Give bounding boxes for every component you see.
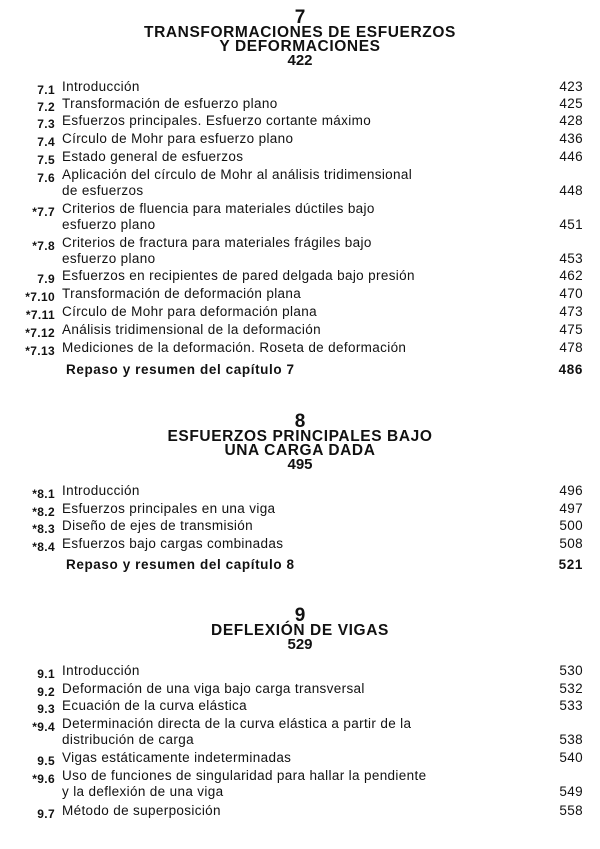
section-title: Círculo de Mohr para esfuerzo plano [62, 131, 294, 146]
review-title: Repaso y resumen del capítulo 8 [66, 557, 295, 572]
chapter-number: 9 [294, 605, 306, 626]
section-number: *7.13 [25, 344, 55, 358]
section-title-line: distribución de carga [62, 732, 194, 747]
chapter-number: 7 [294, 7, 306, 28]
section-title: Introducción [62, 663, 140, 678]
section-number: 7.4 [37, 135, 55, 149]
section-title: Transformación de esfuerzo plano [62, 96, 278, 111]
section-title: Introducción [62, 483, 140, 498]
chapter-title-line: UNA CARGA DADA [224, 442, 376, 459]
section-page: 538 [559, 732, 583, 747]
section-number: 9.2 [37, 685, 55, 699]
section-number: *9.4 [32, 720, 55, 734]
section-number: 9.5 [37, 754, 55, 768]
section-title: Vigas estáticamente indeterminadas [62, 750, 292, 765]
section-page: 448 [559, 183, 583, 198]
section-title: Estado general de esfuerzos [62, 149, 244, 164]
section-title: Mediciones de la deformación. Roseta de deformación [62, 340, 407, 355]
section-title: Esfuerzos principales. Esfuerzo cortante máximo [62, 113, 372, 128]
section-page: 451 [559, 217, 583, 232]
section-title: Esfuerzos bajo cargas combinadas [62, 536, 284, 551]
section-page: 533 [559, 698, 583, 713]
section-title [62, 167, 522, 199]
section-number: 9.3 [37, 702, 55, 716]
section-title: Círculo de Mohr para deformación plana [62, 304, 317, 319]
section-page: 508 [559, 536, 583, 551]
chapter-7-header [0, 7, 600, 69]
chapter-number: 8 [294, 411, 306, 432]
section-number: 7.9 [37, 272, 55, 286]
section-title: Análisis tridimensional de la deformación [62, 322, 321, 337]
chapter-page: 529 [287, 636, 313, 653]
section-page: 532 [559, 681, 583, 696]
section-page: 446 [559, 149, 583, 164]
section-number: *7.11 [25, 308, 55, 322]
section-page: 478 [559, 340, 583, 355]
section-title-line: Criterios de fractura para materiales frágiles bajo [62, 235, 372, 250]
section-title [62, 201, 522, 233]
section-number: *7.10 [25, 290, 55, 304]
chapter-page: 422 [287, 52, 313, 69]
section-number: *9.6 [32, 772, 55, 786]
section-title-line: y la deflexión de una viga [62, 784, 224, 799]
section-page: 475 [559, 322, 583, 337]
section-page: 497 [559, 501, 583, 516]
section-title: Transformación de deformación plana [62, 286, 302, 301]
section-title: Esfuerzos principales en una viga [62, 501, 276, 516]
section-title [62, 235, 522, 267]
section-page: 462 [559, 268, 583, 283]
section-number: 7.2 [37, 100, 55, 114]
section-title-line: Uso de funciones de singularidad para hallar la pendiente [62, 768, 427, 783]
section-page: 500 [559, 518, 583, 533]
section-title: Esfuerzos en recipientes de pared delgada bajo presión [62, 268, 415, 283]
section-number: 9.7 [37, 807, 55, 821]
section-page: 453 [559, 251, 583, 266]
section-number: 7.3 [37, 117, 55, 131]
section-number: *8.1 [32, 487, 55, 501]
chapter-page: 495 [287, 456, 313, 473]
section-number: *8.4 [32, 540, 55, 554]
chapter-9-header [0, 605, 600, 653]
section-page: 423 [559, 79, 583, 94]
section-page: 428 [559, 113, 583, 128]
section-page: 470 [559, 286, 583, 301]
section-title: Ecuación de la curva elástica [62, 698, 247, 713]
section-number: 7.1 [37, 83, 55, 97]
section-page: 425 [559, 96, 583, 111]
review-title: Repaso y resumen del capítulo 7 [66, 362, 295, 377]
section-title-line: esfuerzo plano [62, 251, 156, 266]
section-title: Método de superposición [62, 803, 221, 818]
section-page: 530 [559, 663, 583, 678]
section-page: 473 [559, 304, 583, 319]
section-number: *8.3 [32, 522, 55, 536]
section-number: *7.8 [32, 239, 55, 253]
chapter-title-line: DEFLEXIÓN DE VIGAS [211, 622, 389, 639]
section-page: 496 [559, 483, 583, 498]
section-number: *8.2 [32, 505, 55, 519]
section-title [62, 716, 522, 748]
review-page: 486 [558, 362, 583, 377]
section-title-line: esfuerzo plano [62, 217, 156, 232]
section-title-line: Criterios de fluencia para materiales dúctiles bajo [62, 201, 375, 216]
section-page: 558 [559, 803, 583, 818]
section-title: Introducción [62, 79, 140, 94]
section-title: Diseño de ejes de transmisión [62, 518, 253, 533]
section-number: 9.1 [37, 667, 55, 681]
section-page: 540 [559, 750, 583, 765]
chapter-title-line: ESFUERZOS PRINCIPALES BAJO [167, 428, 433, 445]
section-number: *7.12 [25, 326, 55, 340]
section-title: Deformación de una viga bajo carga transversal [62, 681, 365, 696]
section-page: 436 [559, 131, 583, 146]
section-number: *7.7 [32, 205, 55, 219]
chapter-8-header [0, 411, 600, 473]
section-title [62, 768, 522, 800]
section-title-line: de esfuerzos [62, 183, 144, 198]
section-title-line: Aplicación del círculo de Mohr al análisis tridimensional [62, 167, 413, 182]
review-page: 521 [558, 557, 583, 572]
section-title-line: Determinación directa de la curva elástica a partir de la [62, 716, 412, 731]
chapter-title-line: TRANSFORMACIONES DE ESFUERZOS [144, 24, 456, 41]
section-number: 7.5 [37, 153, 55, 167]
section-page: 549 [559, 784, 583, 799]
section-number: 7.6 [37, 171, 55, 185]
chapter-title-line: Y DEFORMACIONES [219, 38, 381, 55]
